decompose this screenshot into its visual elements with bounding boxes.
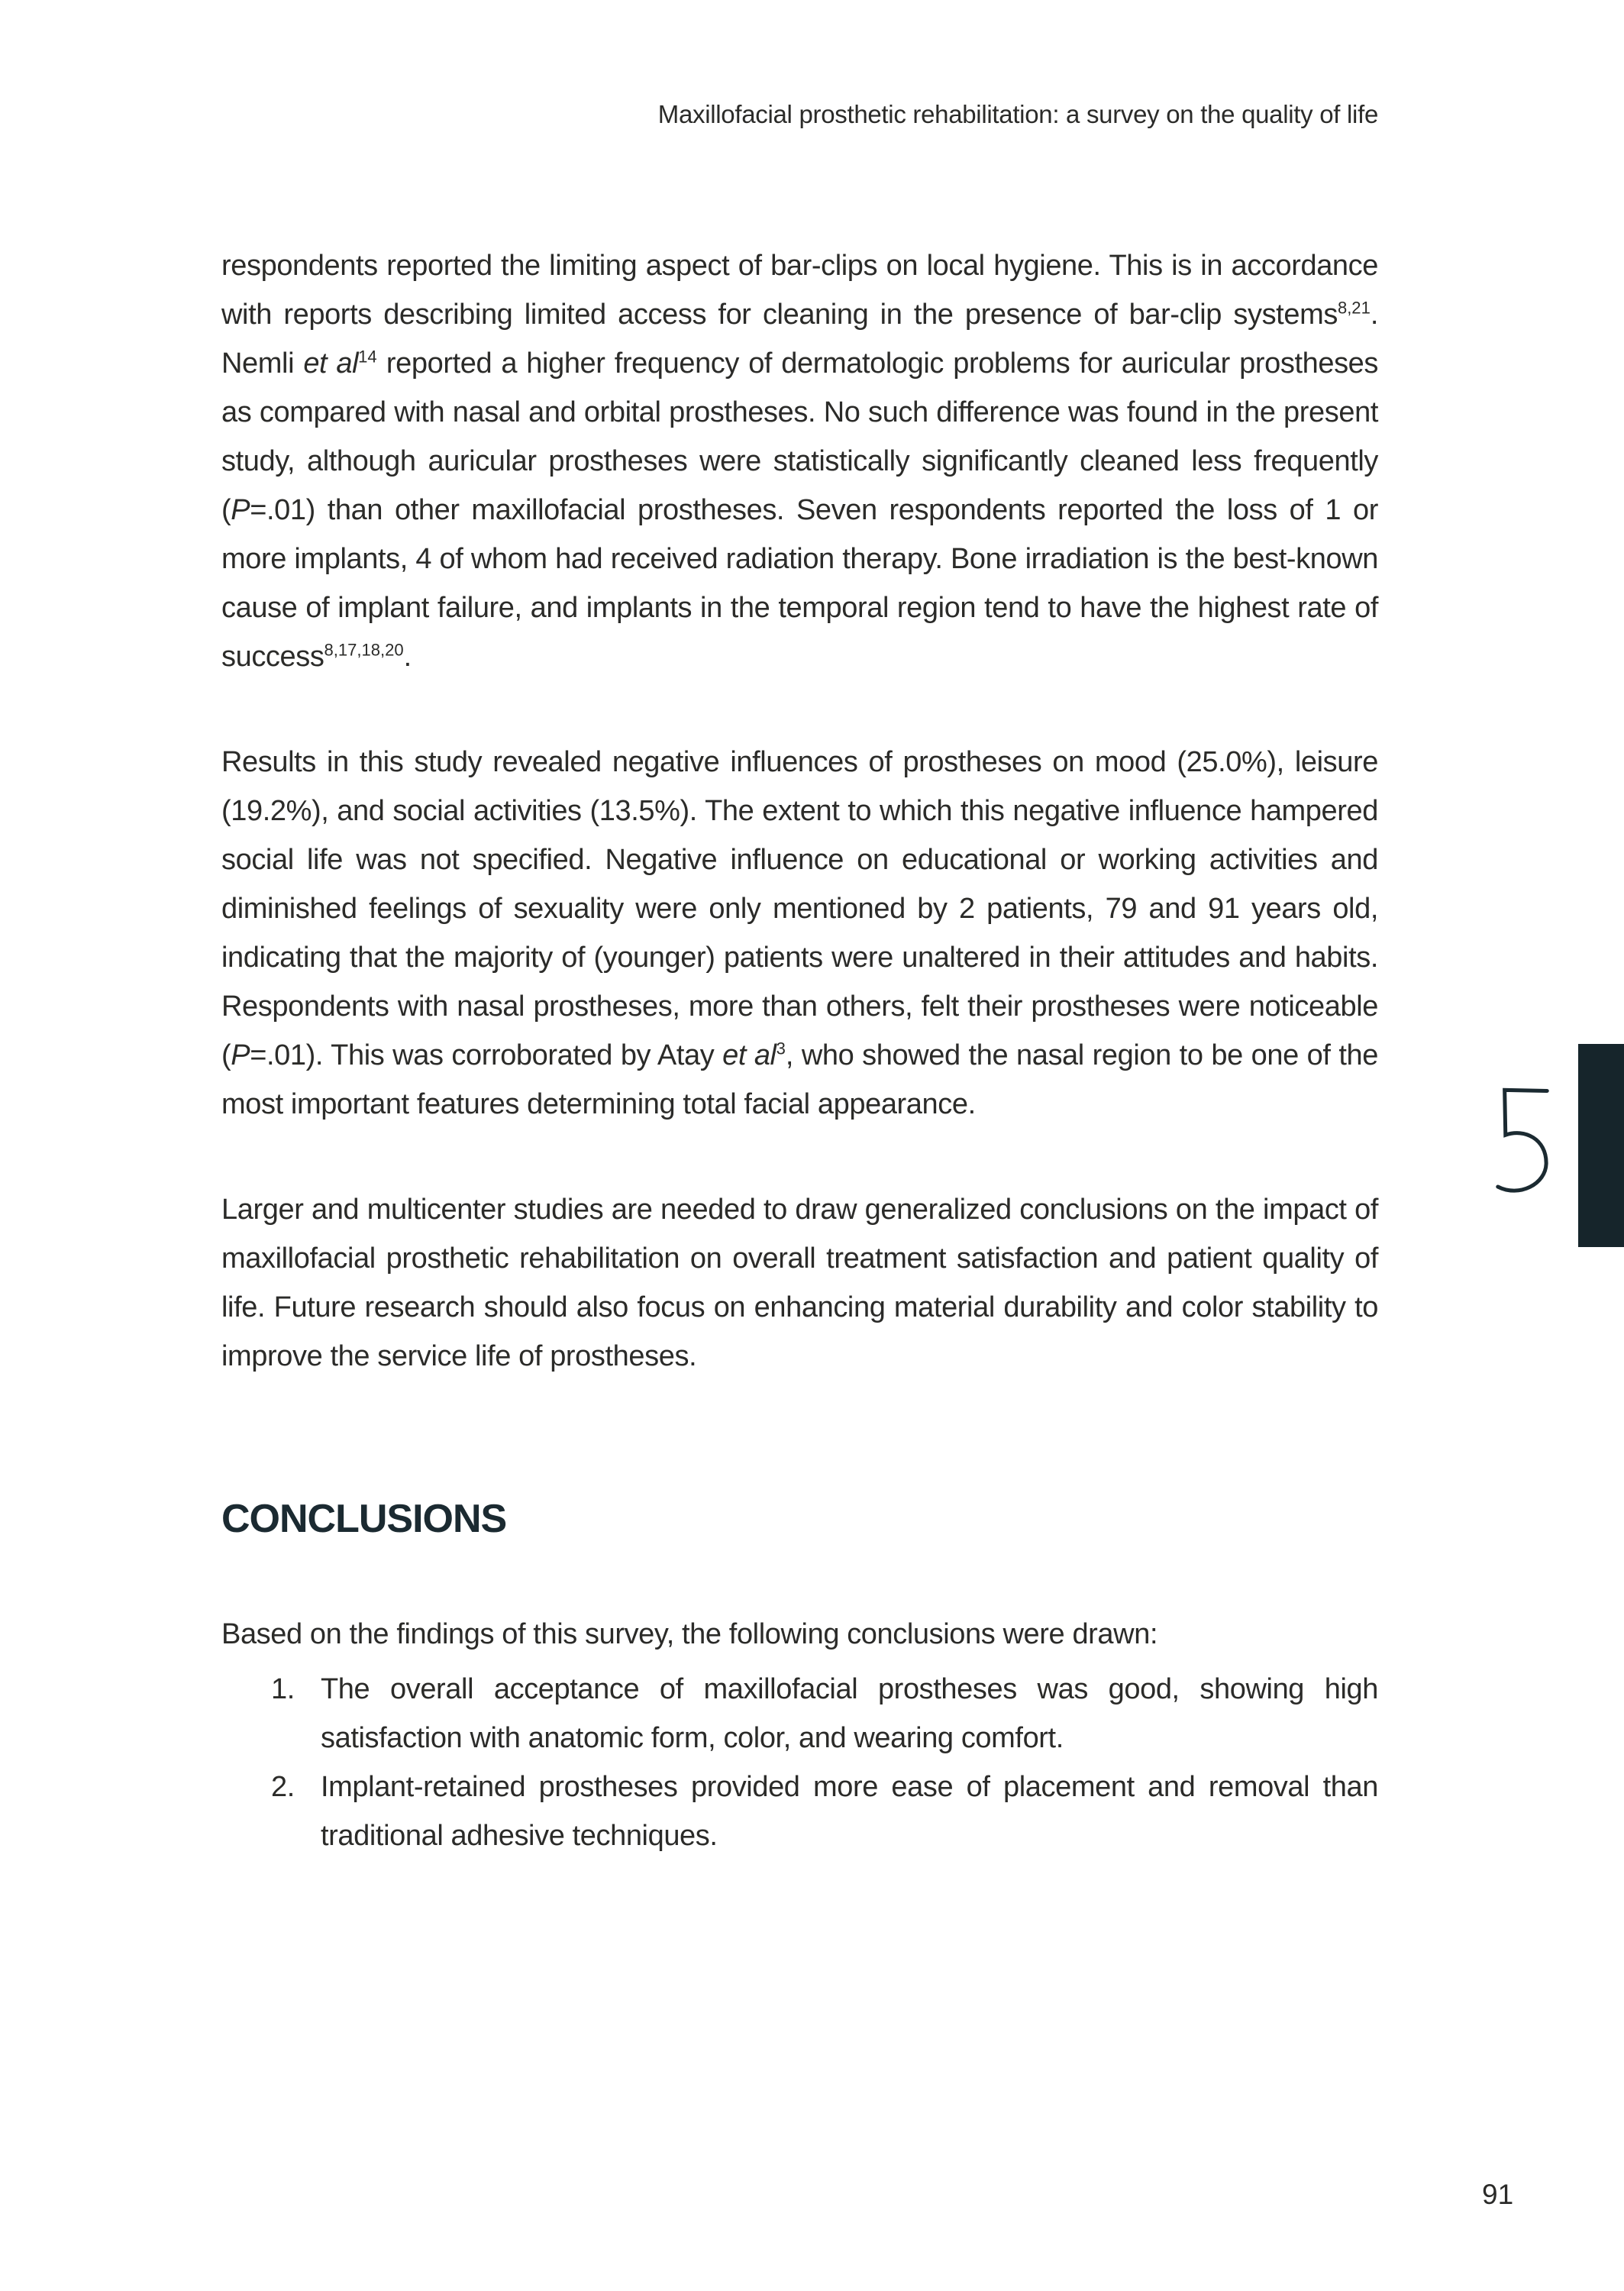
page-number: 91 [1482, 2179, 1514, 2210]
chapter-tab-bar [1578, 1044, 1624, 1247]
paragraph: Results in this study revealed negative influences of prostheses on mood (25.0%), leisure (19.2%), and social activities (13.5%). The extent to which this negative influence hampered social life was not specified. Negative influence on educational or working activities and diminished feelings of sexuality were only mentioned by 2 patients, 79 and 91 years old, indicating that the majority of (younger) patients were unaltered in their attitudes and habits. Respondents with nasal prostheses, more than others, felt their prostheses were noticeable (P=.01). This was corroborated by Atay et $al^3$, who showed the nasal region to be one of the most important features determining total facial appearance. [221, 746, 1379, 1120]
conclusions-intro: Based on the findings of this survey, the following conclusions were drawn: [221, 1618, 1158, 1650]
body-paragraphs [221, 241, 1378, 1381]
reference-superscript: 3 [776, 1039, 786, 1058]
conclusions-heading: CONCLUSIONS [221, 1497, 507, 1541]
running-header: Maxillofacial prosthetic rehabilitation: a survey on the quality of life [657, 100, 1378, 128]
list-item-number: 1. [271, 1673, 295, 1705]
list-item [221, 1763, 1378, 1860]
page-body [221, 241, 1378, 1860]
list-item [221, 1665, 1378, 1763]
reference-superscript: 14 [358, 347, 377, 367]
paragraph: Larger and multicenter studies are needed to draw generalized conclusions on the impact of maxillofacial prosthetic rehabilitation on overall treatment satisfaction and patient quality of life. Future research should also focus on enhancing material durability and color stability to improve the service life of prostheses. [221, 1194, 1378, 1372]
reference-superscript: 8,17,18,20 [324, 640, 404, 660]
paragraph: respondents reported the limiting aspect of bar-clips on local hygiene. This is in accordance with reports describing limited access for cleaning in the presence of bar-clip systems$^{8,21}$. Nemli et $al^{14}$ reported a higher frequency of dermatologic problems for auricular prostheses as compared with nasal and orbital prostheses. No such difference was found in the present study, although auricular prostheses were statistically significantly cleaned less frequently (P=.01) than other maxillofacial prostheses. Seven respondents reported the loss of 1 or more implants, 4 of whom had received radiation therapy. Bone irradiation is the best-known cause of implant failure, and implants in the temporal region tend to have the highest rate of success$^{8,17,18,20}$. [221, 250, 1379, 673]
reference-superscript: 8,21 [1337, 298, 1371, 318]
list-item-text: Implant-retained prostheses provided more ease of placement and removal than traditional adhesive techniques. [321, 1771, 1378, 1852]
conclusions-list [221, 1665, 1378, 1860]
chapter-number-numeral [1493, 1087, 1551, 1194]
list-item-number: 2. [271, 1771, 295, 1803]
list-item-text: The overall acceptance of maxillofacial prostheses was good, showing high satisfaction with anatomic form, color, and wearing comfort. [321, 1673, 1378, 1754]
